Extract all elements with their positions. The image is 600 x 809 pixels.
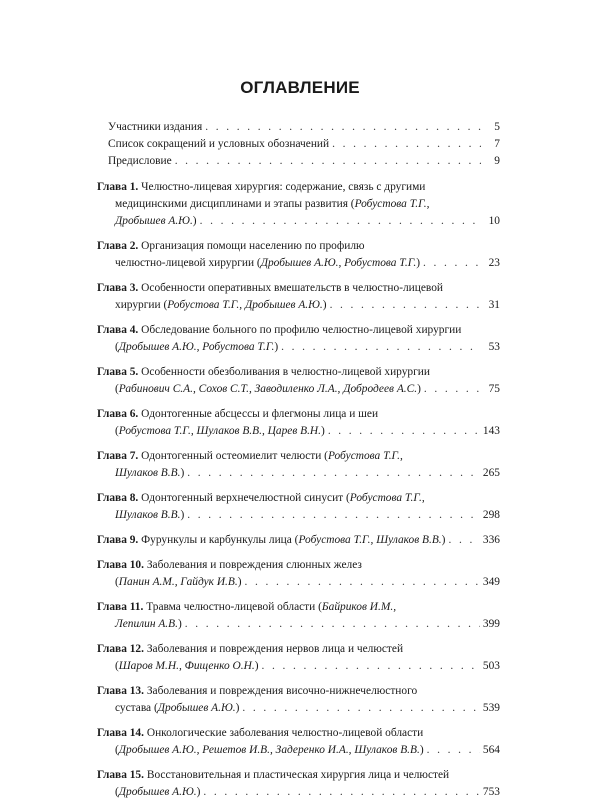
toc-entry-title: Фурункулы и карбункулы лица ( [141,534,299,546]
toc-entry-authors: Робустова Т.Г., Дробышев А.Ю. [167,299,323,311]
toc-entry-authors: Робустова Т.Г., [354,198,430,210]
chapter-label: Глава 11. [97,601,144,613]
toc-entry-chapter-1[interactable] [97,179,500,230]
paren-close: ) [196,786,201,798]
toc-entry-authors: Дробышев А.Ю., Робустова Т.Г. [118,341,275,353]
paren-close: ) [180,467,185,479]
toc-entry-chapter-13[interactable] [97,683,500,717]
toc-entry-chapter-7[interactable] [97,448,500,482]
chapter-label: Глава 6. [97,408,139,420]
dot-leader [332,136,481,153]
dot-leader [203,784,480,801]
toc-entry-chapter-3[interactable] [97,280,500,314]
toc-entry-title: Травма челюстно-лицевой области ( [146,601,322,613]
toc-entry-chapter-14[interactable] [97,725,500,759]
toc-entry-authors: Панин А.М., Гайдук И.В. [118,576,238,588]
chapter-label: Глава 10. [97,559,144,571]
toc-entry-title: Онкологические заболевания челюстно-лицевой области [146,727,424,739]
toc-page-number: 10 [488,215,500,227]
toc-entry-chapter-9[interactable] [97,532,500,549]
dot-leader [427,742,480,759]
toc-entry-title: Заболевания и повреждения слюнных желез [146,559,362,571]
toc-entry-title: медицинскими дисциплинами и этапы развития ( [115,198,355,210]
paren-close: ) [180,509,185,521]
toc-entry-chapter-10[interactable] [97,557,500,591]
toc-entry-authors: Робустова Т.Г., Шулаков В.В. [298,534,442,546]
toc-page-number: 143 [482,425,500,437]
paren-open: ( [115,744,119,756]
chapter-label: Глава 7. [97,450,139,462]
toc-entry-contributors[interactable] [97,119,500,136]
paren-close: ) [419,744,424,756]
chapter-label: Глава 1. [97,181,139,193]
paren-close: ) [192,215,197,227]
chapter-label: Глава 15. [97,769,144,781]
toc-page-number: 53 [488,341,500,353]
toc-page-number: 503 [482,660,500,672]
toc-entry-authors: Шаров М.Н., Фищенко О.Н. [118,660,255,672]
toc-entry-title: Заболевания и повреждения височно-нижнечелюстного [146,685,418,697]
toc-page-number: 564 [482,744,500,756]
paren-close: ) [177,618,182,630]
dot-leader [262,658,480,675]
dot-leader [242,700,480,717]
toc-page-number: 539 [482,702,500,714]
toc-entry-chapter-4[interactable] [97,322,500,356]
toc-entry-title: Организация помощи населению по профилю [141,240,365,252]
chapter-label: Глава 5. [97,366,139,378]
toc-entry-title: Особенности оперативных вмешательств в челюстно-лицевой [141,282,444,294]
chapter-label: Глава 4. [97,324,139,336]
dot-leader [424,381,481,398]
toc-entry-chapter-11[interactable] [97,599,500,633]
paren-close: ) [321,425,325,437]
toc-entry-title: хирургии ( [115,299,168,311]
dot-leader [448,532,479,549]
toc-entry-chapter-5[interactable] [97,364,500,398]
dot-leader [330,297,481,314]
toc-page-number: 349 [482,576,500,588]
toc-page-number: 265 [482,467,500,479]
dot-leader [175,153,481,170]
toc-entry-authors: Лепилин А.В. [115,618,178,630]
toc-entry-abbreviations[interactable] [97,136,500,153]
table-of-contents [97,119,500,809]
toc-entry-title: челюстно-лицевой хирургии ( [115,257,261,269]
chapter-label: Глава 13. [97,685,144,697]
paren-close: ) [254,660,259,672]
toc-entry-authors: Шулаков В.В. [115,509,181,521]
dot-leader [205,119,481,136]
toc-page-number: 75 [488,383,500,395]
toc-entry-title: Восстановительная и пластическая хирургия лица и челюстей [146,769,450,781]
paren-open: ( [115,660,119,672]
dot-leader [328,423,480,440]
dot-leader [281,339,481,356]
paren-open: ( [115,786,119,798]
chapter-label: Глава 3. [97,282,139,294]
toc-page-number: 9 [494,155,500,167]
toc-entry-chapter-2[interactable] [97,238,500,272]
page-title: ОГЛАВЛЕНИЕ [240,78,360,97]
toc-entry-authors: Дробышев А.Ю., Робустова Т.Г. [260,257,417,269]
toc-page-number: 753 [482,786,500,798]
toc-page-number: 23 [488,257,500,269]
toc-entry-title: Одонтогенный остеомиелит челюсти ( [141,450,328,462]
chapter-label: Глава 12. [97,643,144,655]
toc-entry-authors: Дробышев А.Ю. [157,702,236,714]
toc-entry-title: Одонтогенный верхнечелюстной синусит ( [141,492,350,504]
toc-entry-title: Список сокращений и условных обозначений [108,138,330,150]
dot-leader [187,507,480,524]
toc-entry-title: Обследование больного по профилю челюстно-лицевой хирургии [141,324,462,336]
toc-page-number: 31 [488,299,500,311]
toc-entry-authors: Робустова Т.Г., [327,450,403,462]
toc-entry-title: сустава ( [115,702,158,714]
toc-entry-chapter-12[interactable] [97,641,500,675]
toc-entry-authors: Рабинович С.А., Сохов С.Т., Заводиленко Л.А., Добродеев А.С. [118,383,418,395]
dot-leader [245,574,480,591]
paren-open: ( [115,576,119,588]
toc-entry-chapter-6[interactable] [97,406,500,440]
chapter-label: Глава 14. [97,727,144,739]
toc-entry-authors: Дробышев А.Ю. [115,215,193,227]
paren-close: ) [417,383,421,395]
paren-open: ( [115,425,119,437]
paren-close: ) [416,257,421,269]
toc-entry-authors: Робустова Т.Г., [349,492,425,504]
dot-leader [185,616,480,633]
paren-open: ( [115,383,119,395]
toc-entry-title: Участники издания [108,121,203,133]
toc-entry-authors: Робустова Т.Г., Шулаков В.В., Царев В.Н. [118,425,322,437]
toc-entry-title: Заболевания и повреждения нервов лица и челюстей [146,643,404,655]
toc-page-number: 7 [494,138,500,150]
paren-close: ) [322,299,327,311]
paren-close: ) [274,341,279,353]
paren-open: ( [115,341,119,353]
toc-entry-authors: Шулаков В.В. [115,467,181,479]
paren-close: ) [235,702,240,714]
paren-close: ) [237,576,242,588]
toc-entry-title: Одонтогенные абсцессы и флегмоны лица и шеи [141,408,379,420]
toc-entry-chapter-15[interactable] [97,767,500,801]
toc-page-number: 5 [494,121,500,133]
chapter-label: Глава 9. [97,534,139,546]
toc-entry-title: Особенности обезболивания в челюстно-лицевой хирургии [141,366,430,378]
toc-page-number: 298 [482,509,500,521]
dot-leader [187,465,480,482]
toc-entry-title: Челюстно-лицевая хирургия: содержание, связь с другими [141,181,426,193]
chapter-label: Глава 2. [97,240,139,252]
toc-entry-authors: Дробышев А.Ю., Решетов И.В., Задеренко И.А., Шулаков В.В. [118,744,420,756]
toc-page-number: 399 [482,618,500,630]
toc-page-number: 336 [482,534,500,546]
toc-entry-title: Предисловие [108,155,172,167]
toc-entry-authors: Байриков И.М., [321,601,397,613]
toc-entry-authors: Дробышев А.Ю. [118,786,197,798]
paren-close: ) [441,534,446,546]
toc-entry-chapter-8[interactable] [97,490,500,524]
dot-leader [423,255,481,272]
chapter-label: Глава 8. [97,492,139,504]
toc-entry-preface[interactable] [97,153,500,170]
dot-leader [200,213,481,230]
